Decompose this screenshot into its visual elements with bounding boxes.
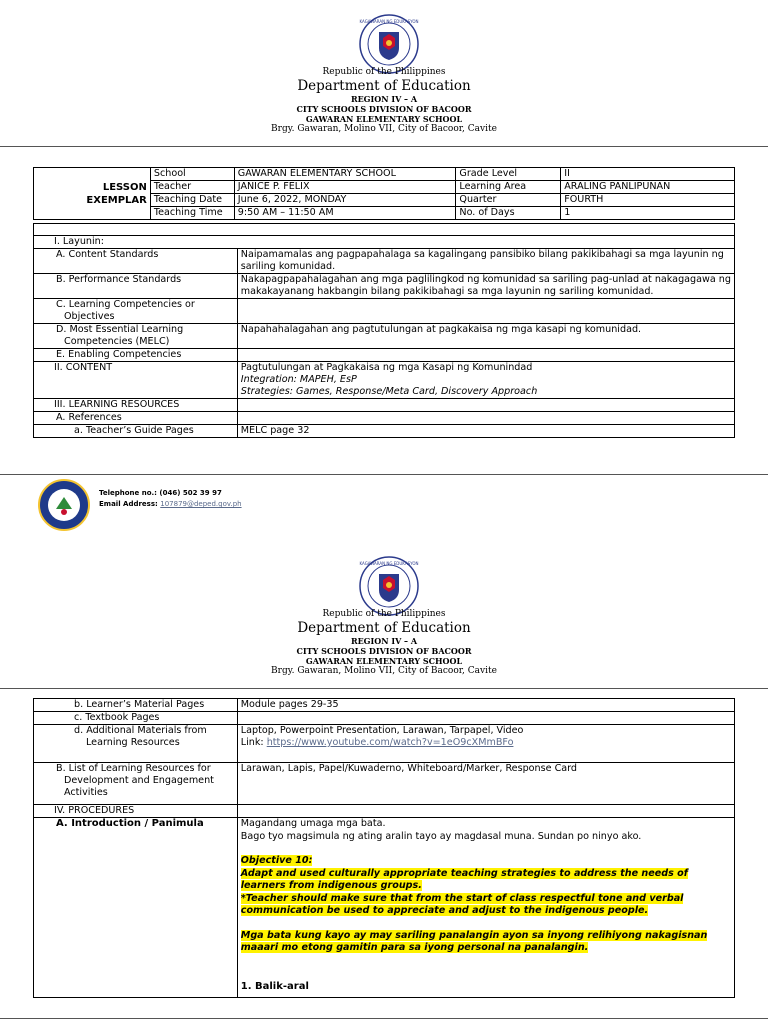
- content-value-cell: [237, 362, 734, 399]
- additional-materials-value: Laptop, Powerpoint Presentation, Larawan, Tarpapel, Video: [240, 725, 524, 736]
- strategies-text: Strategies: Games, Response/Meta Card, Discovery Approach: [240, 386, 538, 397]
- department-line: Department of Education: [297, 78, 471, 94]
- divider: [0, 688, 768, 689]
- email-label: Email Address:: [99, 500, 161, 508]
- divider: [0, 474, 768, 475]
- teacher-value: JANICE P. FELIX: [234, 181, 456, 194]
- divider: [0, 1018, 768, 1019]
- content-title: Pagtutulungan at Pagkakaisa ng mga Kasapi ng Komunindad: [240, 362, 533, 373]
- list-resources-value: Larawan, Lapis, Papel/Kuwaderno, Whiteboard/Marker, Response Card: [237, 763, 734, 805]
- integration-text: Integration: MAPEH, EsP: [240, 374, 357, 385]
- school-label: School: [150, 168, 234, 181]
- division-line: CITY SCHOOLS DIVISION OF BACOOR: [296, 104, 472, 114]
- letterhead: [0, 609, 768, 677]
- teaching-time-label: Teaching Time: [150, 207, 234, 220]
- address-line: Brgy. Gawaran, Molino VII, City of Bacoor, Cavite: [271, 666, 497, 676]
- content-standards-label: A. Content Standards: [34, 249, 238, 274]
- telephone-text: Telephone no.: (046) 502 39 97: [99, 489, 222, 497]
- grade-level-value: II: [561, 168, 735, 181]
- grade-level-label: Grade Level: [456, 168, 561, 181]
- objective-note: *Teacher should make sure that from the start of class respectful tone and verbal communication be used to appreciate and adjust to the indigenous people.: [240, 892, 684, 916]
- link-label: Link:: [240, 737, 267, 748]
- enabling-competencies-label: E. Enabling Competencies: [34, 349, 238, 362]
- textbook-label: c. Textbook Pages: [34, 712, 238, 725]
- school-value: GAWARAN ELEMENTARY SCHOOL: [234, 168, 456, 181]
- melc-value: Napahahalagahan ang pagtutulungan at pagkakaisa ng mga kasapi ng komunidad.: [237, 324, 734, 349]
- learning-area-label: Learning Area: [456, 181, 561, 194]
- introduction-label: A. Introduction / Panimula: [34, 818, 238, 998]
- performance-standards-label: B. Performance Standards: [34, 274, 238, 299]
- deped-seal-icon: [359, 14, 419, 74]
- objective-title: Objective 10:: [240, 855, 313, 866]
- content-label: II. CONTENT: [34, 362, 238, 399]
- republic-line: Republic of the Philippines: [322, 609, 446, 619]
- melc-label: D. Most Essential Learning Competencies (MELC): [34, 324, 238, 349]
- additional-materials-label: d. Additional Materials from Learning Resources: [34, 725, 238, 763]
- learners-material-label: b. Learner’s Material Pages: [34, 699, 238, 712]
- procedures-value: [237, 805, 734, 818]
- blank-row: [34, 224, 735, 236]
- objective-text: Adapt and used culturally appropriate teaching strategies to address the needs of learners from indigenous groups.: [240, 867, 688, 891]
- greeting-text: Magandang umaga mga bata.: [240, 818, 386, 829]
- teachers-guide-label: a. Teacher’s Guide Pages: [34, 425, 238, 438]
- layunin-heading: I. Layunin:: [34, 236, 735, 249]
- performance-standards-value: Nakapagpapahalagahan ang mga paglilingkod ng komunidad sa sariling pag-unlad at nakagagawa ng makakayanang hakbangin bilang pakikibahagi sa mga layunin ng sariling komunidad.: [237, 274, 734, 299]
- republic-line: Republic of the Philippines: [322, 67, 446, 77]
- learning-competencies-label: C. Learning Competencies or Objectives: [34, 299, 238, 324]
- days-value: 1: [561, 207, 735, 220]
- additional-materials-cell: [237, 725, 734, 763]
- textbook-value: [237, 712, 734, 725]
- procedures-label: IV. PROCEDURES: [34, 805, 238, 818]
- region-line: REGION IV – A: [350, 636, 418, 646]
- list-resources-label: B. List of Learning Resources for Development and Engagement Activities: [34, 763, 238, 805]
- lesson-plan-table-1: [33, 223, 735, 438]
- teaching-date-label: Teaching Date: [150, 194, 234, 207]
- youtube-link[interactable]: https://www.youtube.com/watch?v=1eO9cXMmBFo: [266, 737, 514, 748]
- teacher-label: Teacher: [150, 181, 234, 194]
- teaching-time-value: 9:50 AM – 11:50 AM: [234, 207, 456, 220]
- deped-seal-icon: [359, 556, 419, 616]
- svg-text:KAGAWARAN NG EDUKASYON: KAGAWARAN NG EDUKASYON: [359, 19, 419, 24]
- svg-text:KAGAWARAN NG EDUKASYON: KAGAWARAN NG EDUKASYON: [359, 561, 419, 566]
- lesson-exemplar-table: [33, 167, 735, 220]
- exemplar-title: LESSON EXEMPLAR: [34, 168, 151, 220]
- region-line: REGION IV – A: [350, 94, 418, 104]
- quarter-value: FOURTH: [561, 194, 735, 207]
- department-line: Department of Education: [297, 620, 471, 636]
- link-line: [241, 737, 731, 749]
- references-value: [237, 412, 734, 425]
- content-standards-value: Naipamamalas ang pagpapahalaga sa kagalingang pansibiko bilang pakikibahagi sa mga layunin ng sariling komunidad.: [237, 249, 734, 274]
- references-label: A. References: [34, 412, 238, 425]
- teaching-date-value: June 6, 2022, MONDAY: [234, 194, 456, 207]
- school-line: GAWARAN ELEMENTARY SCHOOL: [305, 114, 463, 124]
- learning-competencies-value: [237, 299, 734, 324]
- learners-material-value: Module pages 29-35: [237, 699, 734, 712]
- prayer-instruction-text: Bago tyo magsimula ng ating aralin tayo ay magdasal muna. Sundan po ninyo ako.: [240, 830, 642, 842]
- address-line: Brgy. Gawaran, Molino VII, City of Bacoor, Cavite: [271, 124, 497, 134]
- lesson-plan-table-2: [33, 698, 735, 998]
- school-logo-icon: [38, 479, 90, 531]
- letterhead: [0, 67, 768, 135]
- quarter-label: Quarter: [456, 194, 561, 207]
- enabling-competencies-value: [237, 349, 734, 362]
- division-line: CITY SCHOOLS DIVISION OF BACOOR: [296, 646, 472, 656]
- balik-aral-heading: 1. Balik-aral: [240, 980, 309, 992]
- school-line: GAWARAN ELEMENTARY SCHOOL: [305, 656, 463, 666]
- divider: [0, 146, 768, 147]
- prayer-note: Mga bata kung kayo ay may sariling panalangin ayon sa inyong relihiyong nakagisnan maaari mo etong gamitin para sa iyong personal na panalangin.: [240, 929, 708, 953]
- teachers-guide-value: MELC page 32: [237, 425, 734, 438]
- learning-area-value: ARALING PANLIPUNAN: [561, 181, 735, 194]
- learning-resources-value: [237, 399, 734, 412]
- introduction-content: [237, 818, 734, 998]
- email-line: [99, 500, 242, 509]
- email-link[interactable]: 107879@deped.gov.ph: [160, 500, 242, 508]
- learning-resources-label: III. LEARNING RESOURCES: [34, 399, 238, 412]
- days-label: No. of Days: [456, 207, 561, 220]
